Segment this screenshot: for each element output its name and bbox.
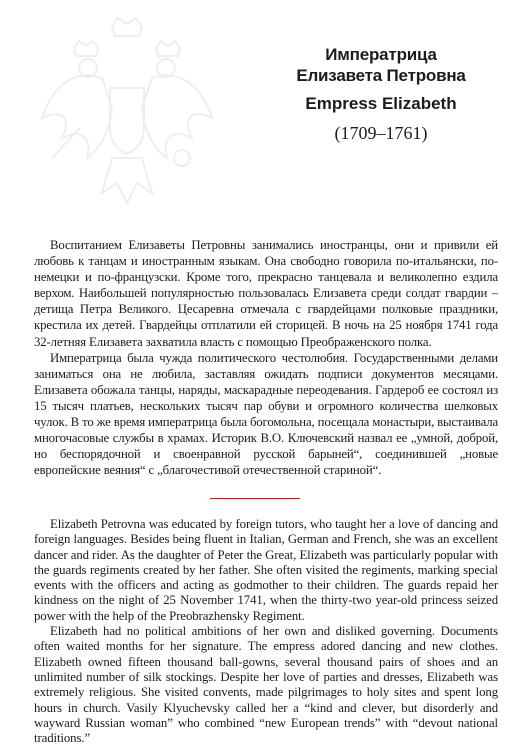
double-headed-eagle-icon	[32, 8, 222, 208]
life-dates: (1709–1761)	[334, 123, 428, 143]
en-paragraph-2: Elizabeth had no political ambitions of her own and disliked governing. Documents often waited months for her signature. The empress adored dancing and new clothes. Elizabeth owned fifteen thousand ball-gowns, several thousand pairs of shoes and an unlimited number of silk stockings. Despite her love of parties and dresses, Elizabeth was extremely religious. She visited convents, made pilgrimages to holy sites and spent long hours in church. Vasily Klyuchevsky called her a “kind and clever, but disorderly and wayward Russian woman” who combined “new European trends” with “devout national traditions.”	[34, 624, 498, 746]
english-text-block	[34, 517, 498, 746]
ru-paragraph-1: Воспитанием Елизаветы Петровны занимались иностранцы, они и привили ей любовь к танцам и иностранным языкам. Она свободно говорила по-итальянски, по-немецки и по-французски. Кроме того, прекрасно танцевала и великолепно ездила верхом. Наибольшей популярностью пользовалась Елизавета среди солдат гвардии – детища Петра Великого. Цесаревна отмечала с гвардейцами полковые праздники, крестила их детей. Гвардейцы отплатили ей сторицей. В ночь на 25 ноября 1741 года 32-летняя Елизавета захватила власть с помощью Преображенского полка.	[34, 238, 498, 349]
title-ru-line2: Елизавета Петровна	[296, 66, 466, 85]
title-block	[266, 44, 496, 144]
russian-text-block	[34, 237, 498, 478]
ru-paragraph-2: Императрица была чужда политического честолюбия. Государственными делами заниматься она не любила, заставляя ожидать подписи документов месяцами. Елизавета обожала танцы, наряды, маскарадные переодевания. Гардероб ее состоял из 15 тысяч платьев, нескольких тысяч пар обуви и огромного количества шелковых чулок. В то же время императрица была богомольна, посещала монастыри, выстаивала многочасовые службы в храмах. Историк В.О. Ключевский назвал ее „умной, доброй, но беспорядочной и своенравной русской барыней“, соединившей „новые европейские веяния“ с „благочестивой отечественной стариной“.	[34, 350, 498, 478]
section-divider	[210, 498, 300, 499]
en-paragraph-1: Elizabeth Petrovna was educated by foreign tutors, who taught her a love of dancing and foreign languages. Besides being fluent in Italian, German and French, she was an excellent dancer and rider. As the daughter of Peter the Great, Elizabeth was particularly popular with the guards regiments created by her father. She often visited the regiments, marking special events with the officers and acting as godmother to their children. The guards repaid her kindness on the night of 25 November 1741, when the thirty-two year-old princess seized power with the help of the Preobrazhensky Regiment.	[34, 517, 498, 623]
title-en: Empress Elizabeth	[305, 94, 457, 113]
title-ru-line1: Императрица	[325, 45, 437, 64]
